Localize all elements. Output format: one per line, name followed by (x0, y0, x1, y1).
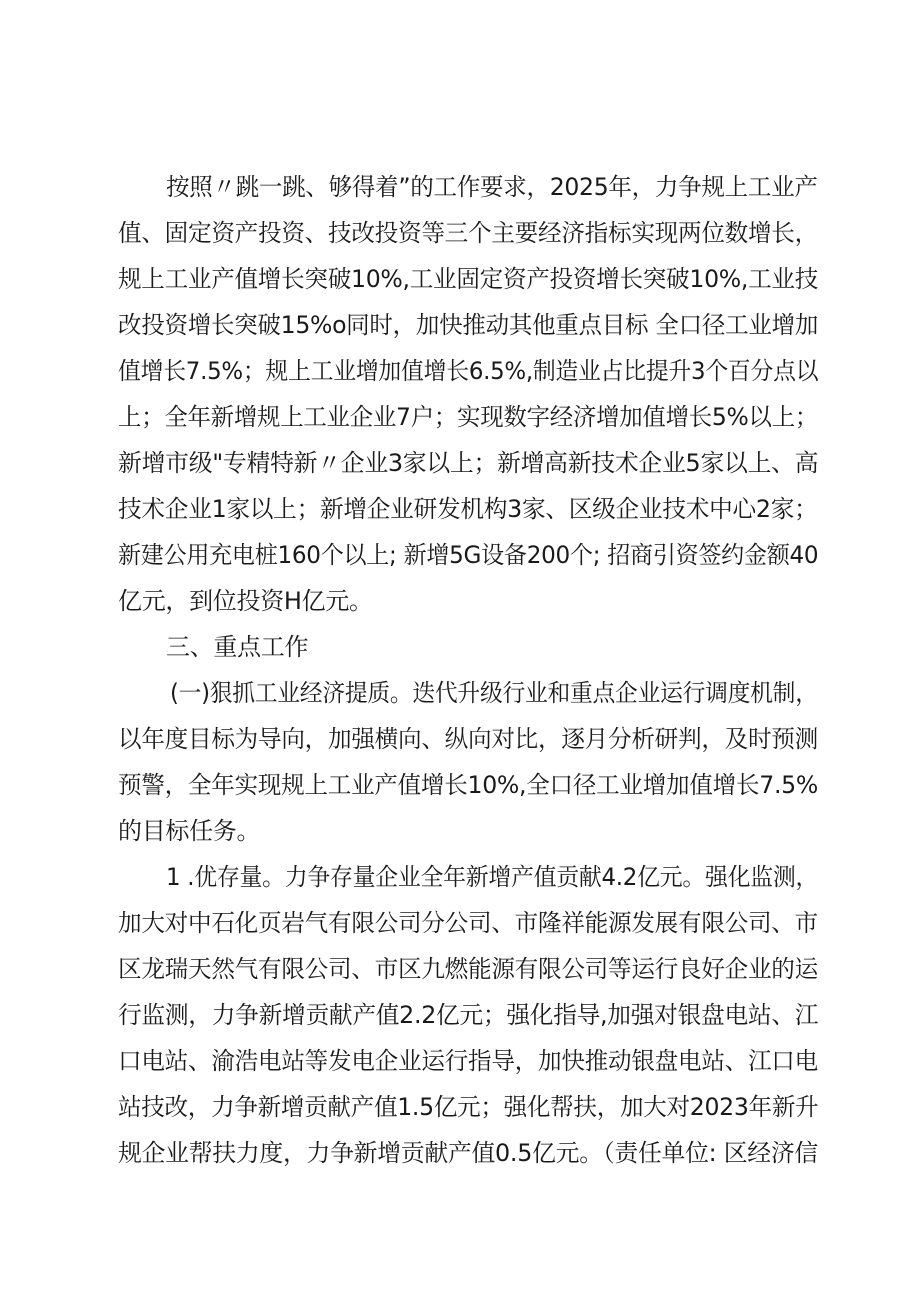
text-line: 站技改，力争新增贡献产值1.5亿元；强化帮扶，加大对2023年新升 (118, 1093, 819, 1121)
text-line: 值、固定资产投资、技改投资等三个主要经济指标实现两位数增长， (118, 219, 818, 247)
text-line: (一)狠抓工业经济提质。迭代升级行业和重点企业运行调度机制， (170, 679, 818, 707)
text-line: 的目标任务。 (118, 817, 261, 845)
text-line: 行监测，力争新增贡献产值2.2亿元；强化指导,加强对银盘电站、江 (118, 1001, 819, 1029)
text-line: 口电站、渝浩电站等发电企业运行指导，加快推动银盘电站、江口电 (118, 1047, 818, 1075)
text-line: 1 .优存量。力争存量企业全年新增产值贡献4.2亿元。强化监测， (166, 863, 819, 891)
text-line: 新建公用充电桩160个以上; 新增5G设备200个; 招商引资签约金额40 (118, 541, 819, 569)
text-line: 规上工业产值增长突破10%,工业固定资产投资增长突破10%,工业技 (118, 265, 819, 293)
section-heading: 三、重点工作 (166, 633, 309, 661)
text-line: 亿元，到位投资H亿元。 (118, 587, 373, 615)
text-line: 技术企业1家以上；新增企业研发机构3家、区级企业技术中心2家； (118, 495, 818, 523)
text-line: 区龙瑞天然气有限公司、市区九燃能源有限公司等运行良好企业的运 (118, 955, 818, 983)
text-line: 按照〃跳一跳、够得着”的工作要求，2025年，力争规上工业产 (166, 173, 818, 201)
text-line: 上；全年新增规上工业企业7户；实现数字经济增加值增长5%以上； (118, 403, 819, 431)
text-line: 以年度目标为导向，加强横向、纵向对比，逐月分析研判，及时预测 (118, 725, 818, 753)
text-line: 值增长7.5%；规上工业增加值增长6.5%,制造业占比提升3个百分点以 (118, 357, 819, 385)
text-line: 规企业帮扶力度，力争新增贡献产值0.5亿元。（责任单位: 区经济信 (118, 1139, 818, 1167)
text-line: 新增市级"专精特新〃企业3家以上；新增高新技术企业5家以上、高 (118, 449, 819, 477)
text-line: 改投资增长突破15%o同时，加快推动其他重点目标 全口径工业增加 (118, 311, 819, 339)
text-line: 预警，全年实现规上工业产值增长10%,全口径工业增加值增长7.5% (118, 771, 819, 799)
text-line: 加大对中石化页岩气有限公司分公司、市隆祥能源发展有限公司、市 (118, 909, 818, 937)
